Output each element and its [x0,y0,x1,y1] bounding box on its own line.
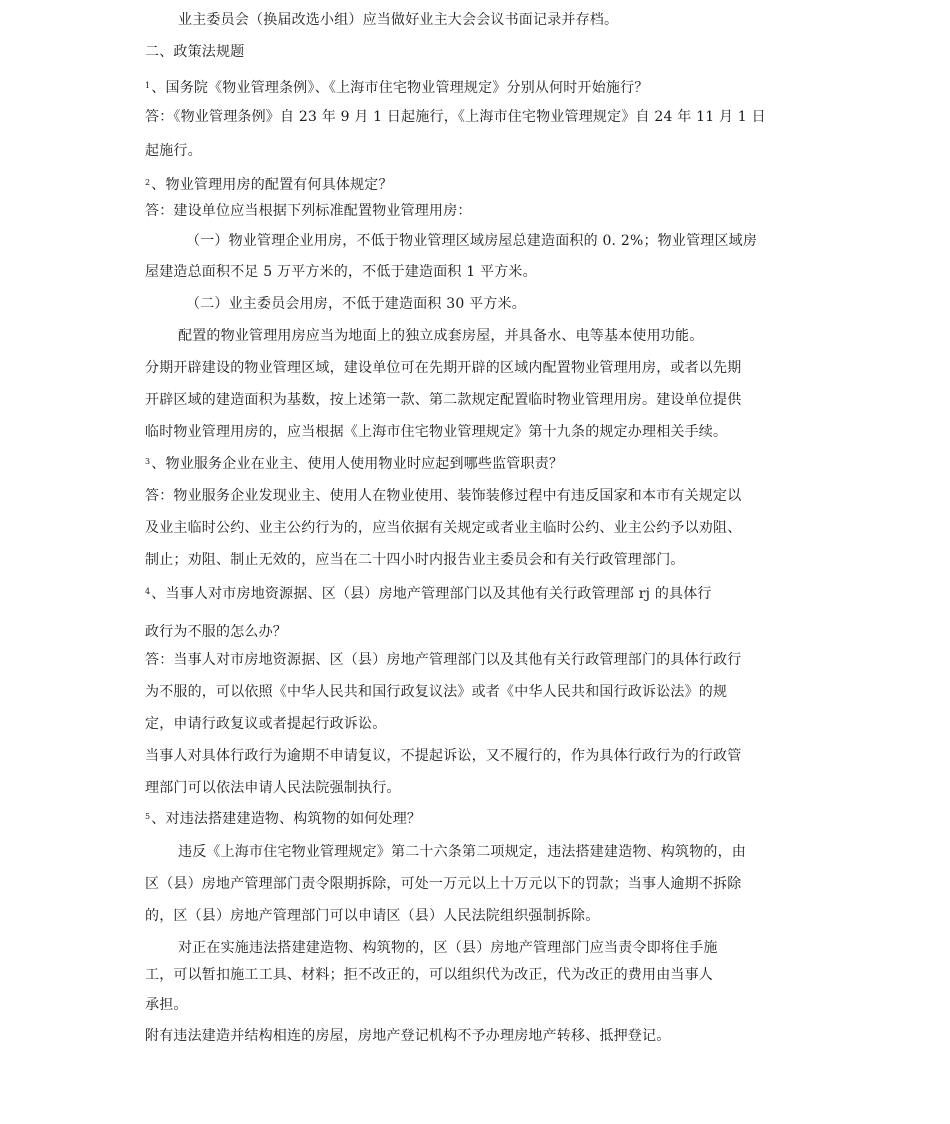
section-heading: 二、政策法规题 [145,44,245,60]
answer-line: 对正在实施违法搭建建造物、构筑物的，区（县）房地产管理部门应当责令即将住手施 [178,940,718,956]
question-text: 、物业服务企业在业主、使用人使用物业时应起到哪些监管职责？ [151,456,564,472]
question-2 [145,175,393,195]
answer-line: 配置的物业管理用房应当为地面上的独立成套房屋，并具备水、电等基本使用功能。 [178,328,704,344]
answer-line: 开辟区域的建造面积为基数，按上述第一款、第二款规定配置临时物业管理用房。建设单位提供 [145,392,742,408]
answer-line: 的，区（县）房地产管理部门可以申请区（县）人民法院组织强制拆除。 [145,908,600,924]
answer-line: 答：当事人对市房地资源据、区（县）房地产管理部门以及其他有关行政管理部门的具体行政行 [145,652,742,668]
question-4 [145,584,712,604]
question-1 [145,78,649,98]
answer-line: 屋建造总面积不足 5 万平方米的，不低于建造面积 1 平方米。 [145,264,537,280]
question-text: 、国务院《物业管理条例》、《上海市住宅物业管理规定》分别从何时开始施行？ [151,80,649,96]
answer-line: 理部门可以依法申请人民法院强制执行。 [145,780,401,796]
answer-line: 当事人对具体行政行为逾期不申请复议，不提起诉讼，又不履行的，作为具体行政行为的行政管 [145,748,742,764]
answer-line: 临时物业管理用房的，应当根据《上海市住宅物业管理规定》第十九条的规定办理相关手续。 [145,424,728,440]
question-text: 、对违法搭建建造物、构筑物的如何处理？ [151,811,422,827]
answer-line: 制止；劝阻、制止无效的，应当在二十四小时内报告业主委员会和有关行政管理部门。 [145,552,685,568]
question-number: 2 [145,178,151,187]
answer-line: （一）物业管理企业用房，不低于物业管理区域房屋总建造面积的 0. 2%；物业管理区域房 [186,233,758,249]
answer-line: 答：《物业管理条例》自 23 年 9 月 1 日起施行，《上海市住宅物业管理规定》自 24 年 11 月 1 日 [145,109,766,125]
answer-line: 定，申请行政复议或者提起行政诉讼。 [145,716,387,732]
answer-line: 起施行。 [145,143,202,159]
question-number: 3 [145,457,151,466]
question-3 [145,454,563,474]
answer-line: 答：物业服务企业发现业主、使用人在物业使用、装饰装修过程中有违反国家和本市有关规定以 [145,488,742,504]
answer-line: （二）业主委员会用房，不低于建造面积 30 平方米。 [186,296,526,312]
question-number: 4 [145,587,151,596]
question-text: 、物业管理用房的配置有何具体规定？ [151,177,393,193]
answer-line: 承担。 [145,997,188,1013]
answer-line: 为不服的，可以依照《中华人民共和国行政复议法》或者《中华人民共和国行政诉讼法》的规 [145,684,728,700]
question-number: 5 [145,812,151,821]
answer-line: 附有违法建造并结构相连的房屋，房地产登记机构不予办理房地产转移、抵押登记。 [145,1028,671,1044]
answer-line: 及业主临时公约、业主公约行为的，应当依据有关规定或者业主临时公约、业主公约予以劝阻、 [145,520,742,536]
paragraph-line: 业主委员会（换届改选小组）应当做好业主大会会议书面记录并存档。 [178,12,619,28]
answer-line: 答：建设单位应当根据下列标准配置物业管理用房： [145,203,472,219]
question-5 [145,809,421,829]
answer-line: 违反《上海市住宅物业管理规定》第二十六条第二项规定，违法搭建建造物、构筑物的，由 [178,844,746,860]
question-number: 1 [145,81,151,90]
question-line: 政行为不服的怎么办？ [145,624,287,640]
answer-line: 工，可以暂扣施工工具、材料；拒不改正的，可以组织代为改正，代为改正的费用由当事人 [145,967,713,983]
answer-line: 区（县）房地产管理部门责令限期拆除，可处一万元以上十万元以下的罚款；当事人逾期不拆除 [145,876,742,892]
answer-line: 分期开辟建设的物业管理区域，建设单位可在先期开辟的区域内配置物业管理用房，或者以先期 [145,360,742,376]
question-text: 、当事人对市房地资源据、区（县）房地产管理部门以及其他有关行政管理部 rj 的具体行 [151,586,712,602]
